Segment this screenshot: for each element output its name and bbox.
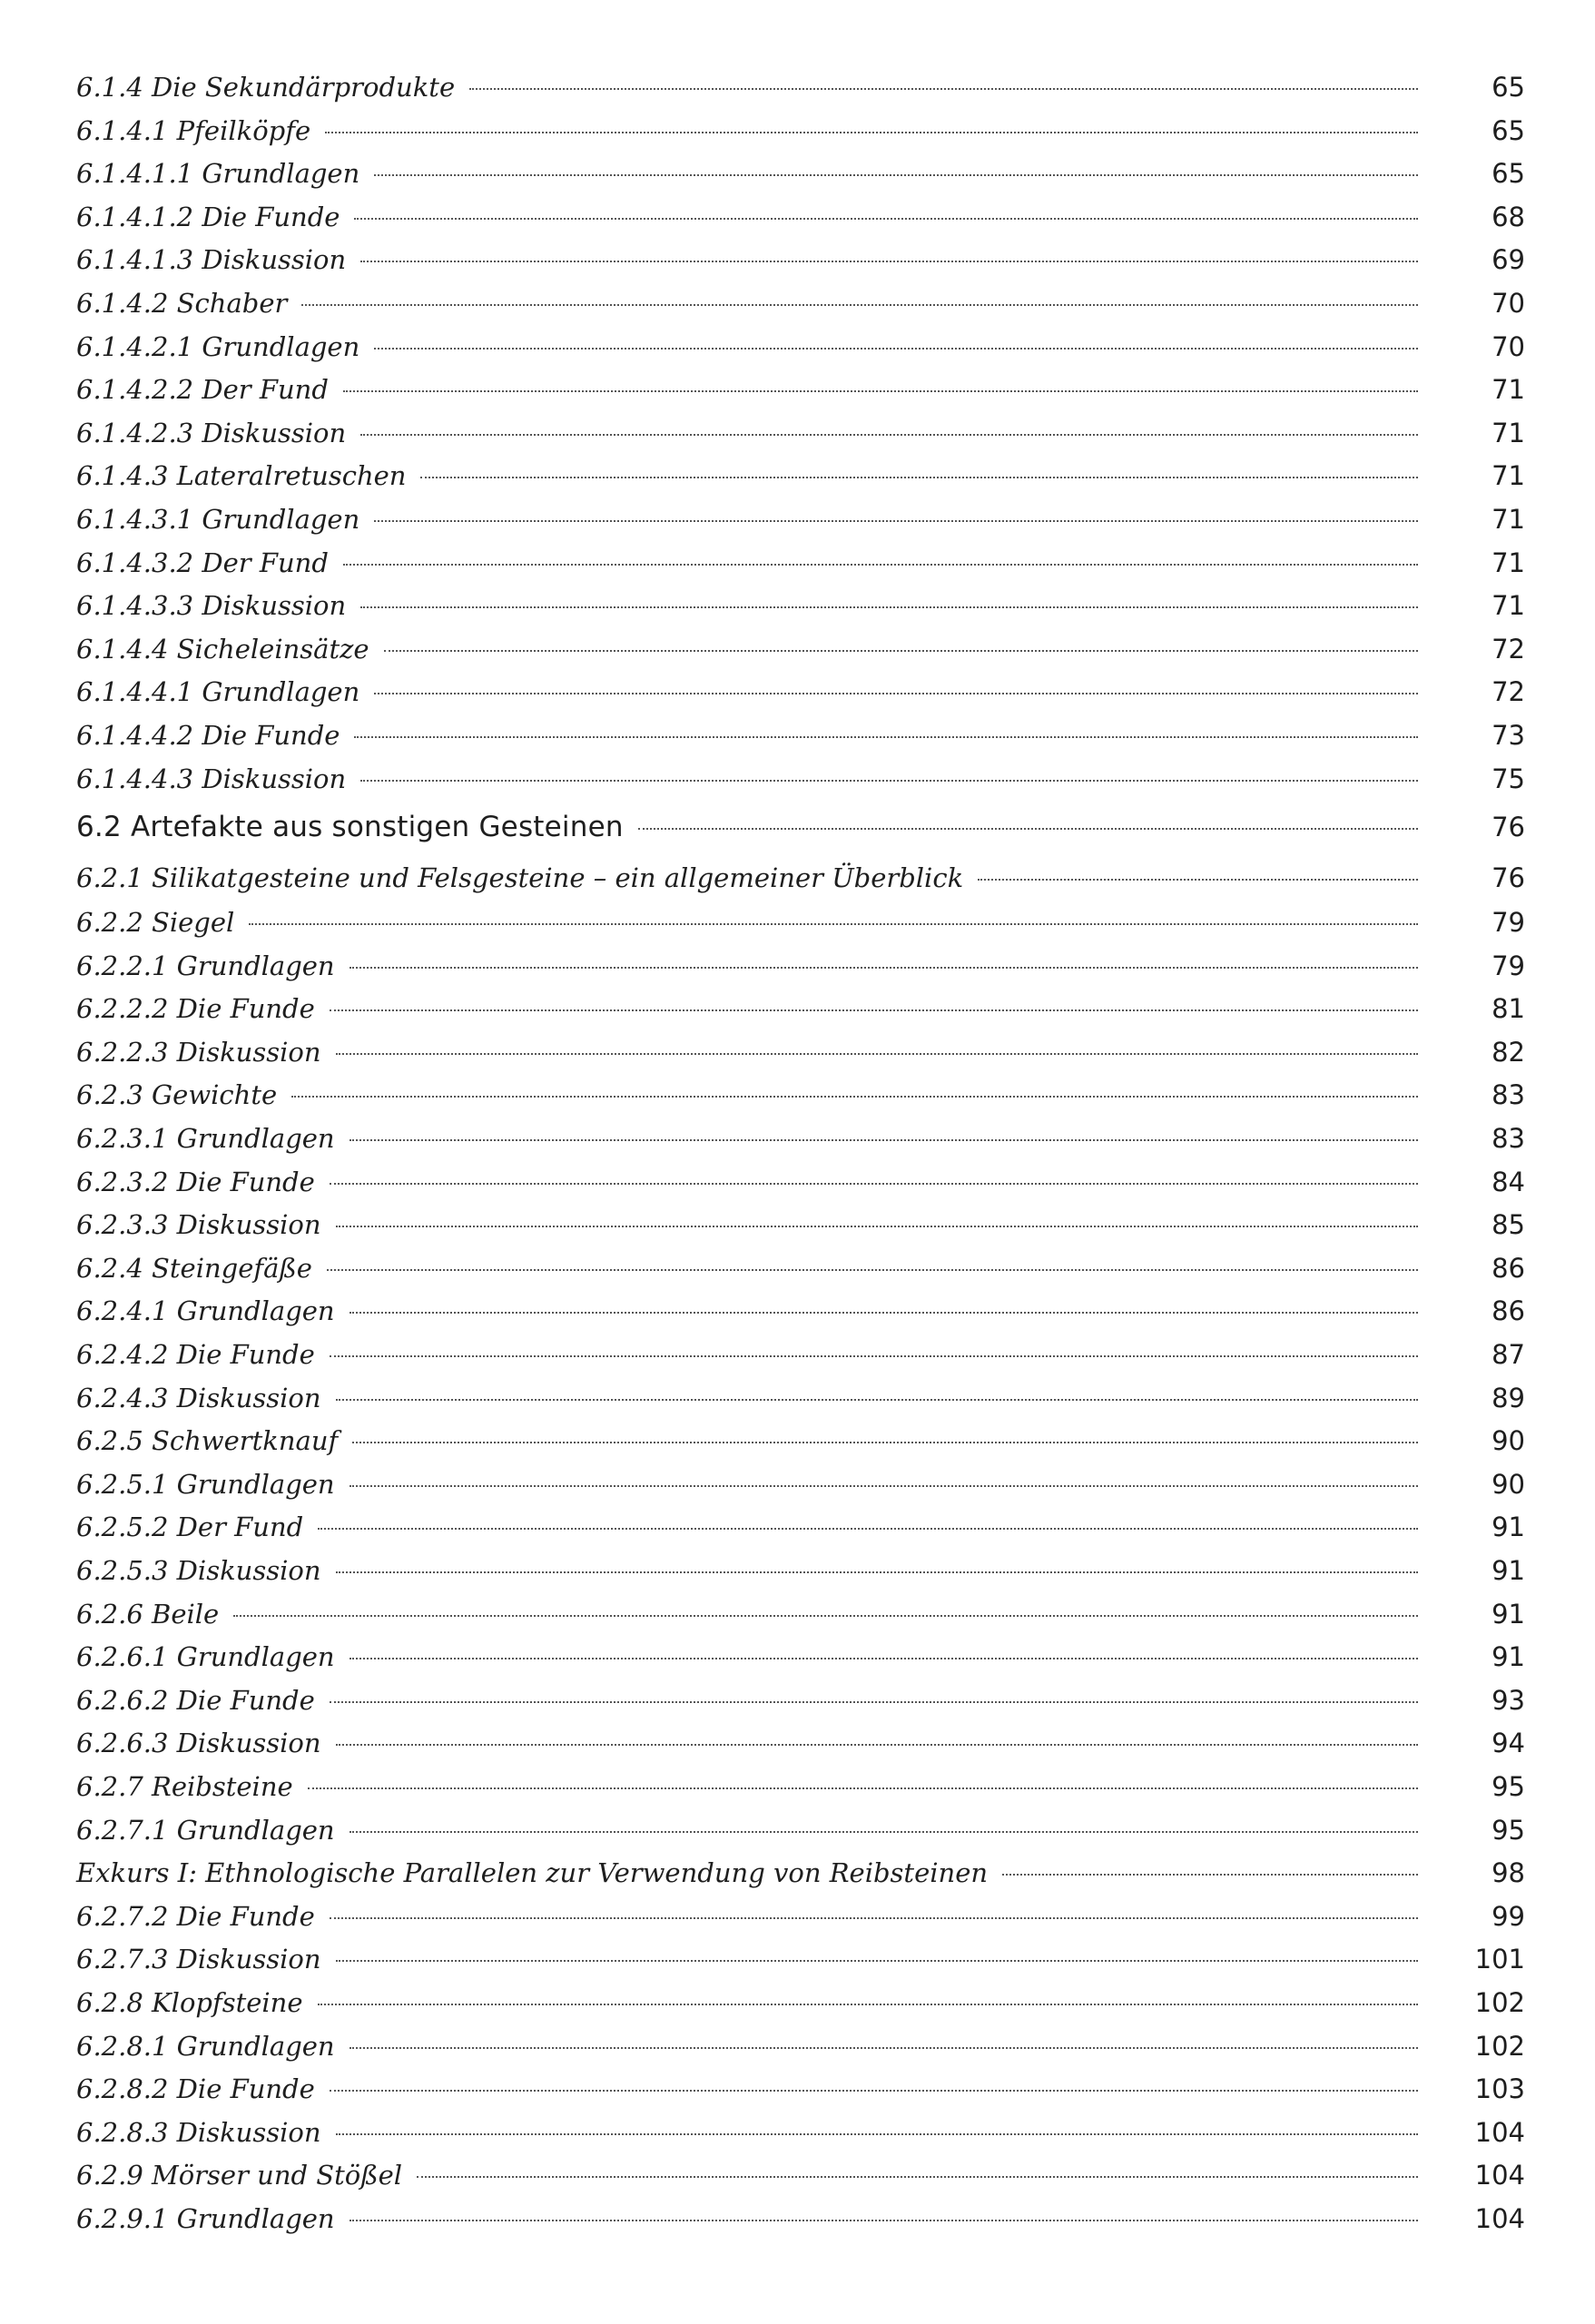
dot-leader: [330, 1009, 1418, 1011]
dot-leader: [350, 967, 1418, 969]
toc-entry-title: 6.2.6.3 Diskussion: [76, 1728, 321, 1759]
toc-entry[interactable]: [76, 901, 1525, 945]
toc-entry-title: 6.1.4.1.1 Grundlagen: [76, 158, 360, 190]
toc-entry-page-number: 79: [1492, 950, 1525, 981]
dot-leader: [374, 174, 1418, 176]
toc-entry-page-number: 68: [1492, 201, 1525, 232]
toc-entry[interactable]: [76, 1247, 1525, 1291]
toc-entry-page-number: 71: [1492, 417, 1525, 448]
toc-entry[interactable]: [76, 110, 1525, 153]
toc-entry-title: 6.1.4.4.1 Grundlagen: [76, 676, 360, 708]
dot-leader: [350, 1658, 1418, 1659]
toc-entry-title: 6.1.4.1 Pfeilköpfe: [76, 114, 311, 146]
dot-leader: [318, 1528, 1418, 1530]
toc-entry-page-number: 71: [1492, 503, 1525, 535]
toc-entry-page-number: 86: [1492, 1252, 1525, 1284]
dot-leader: [336, 1399, 1418, 1401]
toc-entry-title: 6.2.8.3 Diskussion: [76, 2116, 321, 2148]
toc-entry[interactable]: [76, 1161, 1525, 1205]
table-of-contents: [76, 66, 1525, 2241]
toc-entry-page-number: 91: [1492, 1555, 1525, 1586]
toc-entry-page-number: 90: [1492, 1425, 1525, 1457]
toc-entry[interactable]: [76, 945, 1525, 989]
toc-entry-page-number: 91: [1492, 1641, 1525, 1673]
toc-entry-page-number: 75: [1492, 763, 1525, 794]
toc-entry-page-number: 104: [1474, 2116, 1525, 2148]
toc-entry-page-number: 65: [1492, 158, 1525, 190]
toc-entry-page-number: 65: [1492, 72, 1525, 103]
toc-entry-title: 6.2.7.1 Grundlagen: [76, 1814, 335, 1846]
toc-entry-page-number: 65: [1492, 114, 1525, 146]
dot-leader: [354, 218, 1418, 220]
dot-leader: [330, 1183, 1418, 1185]
toc-entry-page-number: 69: [1492, 244, 1525, 276]
toc-entry-page-number: 94: [1492, 1728, 1525, 1759]
dot-leader: [336, 1744, 1418, 1746]
toc-entry-title: 6.1.4.3.3 Diskussion: [76, 590, 347, 622]
toc-entry[interactable]: [76, 671, 1525, 714]
toc-entry-page-number: 91: [1492, 1598, 1525, 1630]
toc-entry-title: 6.2.2.2 Die Funde: [76, 993, 315, 1025]
toc-entry[interactable]: [76, 282, 1525, 326]
toc-entry-page-number: 102: [1474, 1986, 1525, 2018]
toc-entry-page-number: 89: [1492, 1382, 1525, 1413]
dot-leader: [325, 132, 1418, 133]
toc-entry[interactable]: [76, 2198, 1525, 2241]
toc-entry-title: 6.2.9 Mörser und Stößel: [76, 2160, 403, 2191]
toc-entry-title: 6.2.4.3 Diskussion: [76, 1382, 321, 1413]
toc-entry-page-number: 76: [1492, 812, 1525, 843]
toc-entry-title: 6.2.8 Klopfsteine: [76, 1986, 303, 2018]
toc-entry[interactable]: [76, 1290, 1525, 1334]
toc-entry-page-number: 86: [1492, 1295, 1525, 1327]
toc-entry-page-number: 70: [1492, 330, 1525, 362]
dot-leader: [330, 2090, 1418, 2092]
toc-entry-page-number: 72: [1492, 676, 1525, 708]
toc-entry-page-number: 104: [1474, 2160, 1525, 2191]
dot-leader: [330, 1701, 1418, 1703]
dot-leader: [374, 693, 1418, 694]
toc-entry[interactable]: [76, 1031, 1525, 1075]
toc-entry-title: 6.1.4.2.3 Diskussion: [76, 417, 347, 448]
toc-entry-title: 6.2.3.2 Die Funde: [76, 1166, 315, 1197]
dot-leader: [1002, 1874, 1418, 1876]
toc-entry-title: 6.2.3.3 Diskussion: [76, 1209, 321, 1241]
dot-leader: [350, 1139, 1418, 1141]
dot-leader: [233, 1615, 1418, 1617]
toc-entry[interactable]: [76, 1204, 1525, 1247]
dot-leader: [469, 88, 1418, 90]
toc-entry-title: 6.2.5.3 Diskussion: [76, 1555, 321, 1586]
toc-entry-page-number: 76: [1492, 862, 1525, 894]
toc-entry-page-number: 83: [1492, 1123, 1525, 1155]
dot-leader: [374, 348, 1418, 350]
dot-leader: [978, 879, 1418, 881]
toc-entry[interactable]: [76, 455, 1525, 498]
toc-entry-page-number: 93: [1492, 1684, 1525, 1716]
toc-entry-page-number: 71: [1492, 590, 1525, 622]
toc-entry[interactable]: [76, 1896, 1525, 1939]
toc-entry[interactable]: [76, 801, 1525, 854]
toc-entry[interactable]: [76, 1377, 1525, 1421]
toc-entry-title: 6.2.5.1 Grundlagen: [76, 1468, 335, 1500]
toc-entry-title: 6.2.4.2 Die Funde: [76, 1339, 315, 1371]
toc-entry[interactable]: [76, 153, 1525, 196]
dot-leader: [360, 606, 1418, 608]
dot-leader: [327, 1269, 1418, 1271]
toc-entry[interactable]: [76, 1636, 1525, 1679]
dot-leader: [354, 736, 1418, 738]
toc-entry-page-number: 70: [1492, 287, 1525, 319]
toc-entry[interactable]: [76, 498, 1525, 542]
toc-entry-page-number: 95: [1492, 1770, 1525, 1802]
dot-leader: [350, 1485, 1418, 1487]
toc-entry-page-number: 101: [1474, 1944, 1525, 1975]
toc-entry-title: 6.2.2 Siegel: [76, 907, 235, 939]
toc-entry-page-number: 83: [1492, 1079, 1525, 1111]
toc-entry[interactable]: [76, 1463, 1525, 1507]
toc-entry-title: 6.2.3 Gewichte: [76, 1079, 278, 1111]
dot-leader: [291, 1096, 1418, 1098]
toc-entry-page-number: 71: [1492, 460, 1525, 492]
toc-entry-page-number: 85: [1492, 1209, 1525, 1241]
toc-entry[interactable]: [76, 239, 1525, 282]
dot-leader: [360, 434, 1418, 436]
dot-leader: [384, 650, 1418, 652]
toc-entry-page-number: 71: [1492, 374, 1525, 406]
toc-entry-title: 6.2.4.1 Grundlagen: [76, 1295, 335, 1327]
toc-entry-page-number: 104: [1474, 2202, 1525, 2234]
toc-entry[interactable]: [76, 66, 1525, 110]
toc-entry-title: 6.1.4.1.2 Die Funde: [76, 201, 340, 232]
toc-entry[interactable]: [76, 714, 1525, 758]
toc-entry[interactable]: [76, 1722, 1525, 1766]
dot-leader: [336, 1053, 1418, 1055]
toc-entry-page-number: 91: [1492, 1512, 1525, 1543]
toc-entry[interactable]: [76, 196, 1525, 240]
dot-leader: [360, 780, 1418, 782]
toc-entry[interactable]: [76, 1118, 1525, 1161]
toc-entry-page-number: 79: [1492, 907, 1525, 939]
toc-entry[interactable]: [76, 1593, 1525, 1637]
toc-entry-title: 6.2.9.1 Grundlagen: [76, 2202, 335, 2234]
toc-entry[interactable]: [76, 1852, 1525, 1896]
toc-entry[interactable]: [76, 1982, 1525, 2025]
dot-leader: [336, 1571, 1418, 1573]
toc-entry-title: 6.2 Artefakte aus sonstigen Gesteinen: [76, 811, 624, 844]
toc-entry-title: 6.1.4.3 Lateralretuschen: [76, 460, 407, 492]
dot-leader: [330, 1355, 1418, 1357]
toc-entry-title: 6.1.4.3.2 Der Fund: [76, 547, 329, 578]
toc-entry-title: 6.1.4.3.1 Grundlagen: [76, 503, 360, 535]
toc-entry[interactable]: [76, 542, 1525, 586]
toc-entry-title: 6.2.7 Reibsteine: [76, 1770, 293, 1802]
toc-entry-page-number: 98: [1492, 1857, 1525, 1889]
toc-entry-title: 6.2.8.2 Die Funde: [76, 2073, 315, 2105]
dot-leader: [343, 564, 1418, 566]
dot-leader: [420, 477, 1418, 478]
dot-leader: [360, 261, 1418, 262]
dot-leader: [350, 1312, 1418, 1314]
toc-entry[interactable]: [76, 1506, 1525, 1550]
dot-leader: [308, 1787, 1418, 1789]
toc-entry-page-number: 87: [1492, 1339, 1525, 1371]
toc-entry[interactable]: [76, 1679, 1525, 1723]
toc-entry[interactable]: [76, 585, 1525, 628]
toc-entry[interactable]: [76, 326, 1525, 369]
dot-leader: [301, 304, 1418, 306]
toc-entry[interactable]: [76, 1550, 1525, 1593]
toc-entry-title: 6.1.4.2 Schaber: [76, 287, 288, 319]
dot-leader: [350, 2047, 1418, 2049]
toc-entry-title: 6.2.5 Schwertknauf: [76, 1425, 339, 1457]
toc-entry-title: 6.2.2.1 Grundlagen: [76, 950, 335, 981]
dot-leader: [374, 520, 1418, 522]
toc-entry-title: Exkurs I: Ethnologische Parallelen zur Verwendung von Reibsteinen: [76, 1857, 989, 1889]
toc-entry-title: 6.2.6.1 Grundlagen: [76, 1641, 335, 1673]
toc-entry-page-number: 102: [1474, 2030, 1525, 2062]
toc-entry-page-number: 99: [1492, 1900, 1525, 1932]
toc-entry-title: 6.1.4.2.2 Der Fund: [76, 374, 329, 406]
toc-entry-title: 6.2.7.3 Diskussion: [76, 1944, 321, 1975]
toc-entry-title: 6.2.1 Silikatgesteine und Felsgesteine – ein allgemeiner Überblick: [76, 862, 964, 894]
toc-entry-title: 6.2.7.2 Die Funde: [76, 1900, 315, 1932]
dot-leader: [350, 2220, 1418, 2221]
dot-leader: [352, 1442, 1418, 1443]
toc-entry[interactable]: [76, 412, 1525, 456]
toc-entry[interactable]: [76, 1420, 1525, 1463]
toc-entry[interactable]: [76, 1938, 1525, 1982]
toc-entry-page-number: 81: [1492, 993, 1525, 1025]
toc-entry[interactable]: [76, 2068, 1525, 2112]
toc-entry[interactable]: [76, 758, 1525, 802]
toc-entry-title: 6.1.4.4 Sicheleinsätze: [76, 633, 369, 665]
toc-entry[interactable]: [76, 1766, 1525, 1809]
dot-leader: [417, 2176, 1418, 2178]
toc-entry-title: 6.2.6 Beile: [76, 1598, 220, 1630]
toc-entry-title: 6.2.2.3 Diskussion: [76, 1036, 321, 1068]
toc-entry-title: 6.1.4.2.1 Grundlagen: [76, 330, 360, 362]
toc-entry-page-number: 103: [1474, 2073, 1525, 2105]
dot-leader: [350, 1831, 1418, 1833]
toc-entry[interactable]: [76, 1334, 1525, 1377]
dot-leader: [638, 828, 1418, 830]
toc-entry-title: 6.2.8.1 Grundlagen: [76, 2030, 335, 2062]
toc-entry-page-number: 73: [1492, 719, 1525, 751]
toc-entry-title: 6.2.6.2 Die Funde: [76, 1684, 315, 1716]
toc-entry[interactable]: [76, 2025, 1525, 2069]
toc-entry-title: 6.2.5.2 Der Fund: [76, 1512, 304, 1543]
toc-entry-title: 6.1.4.4.2 Die Funde: [76, 719, 340, 751]
dot-leader: [336, 2133, 1418, 2135]
dot-leader: [336, 1226, 1418, 1227]
toc-entry-page-number: 71: [1492, 547, 1525, 578]
toc-entry[interactable]: [76, 369, 1525, 412]
toc-entry-title: 6.1.4.1.3 Diskussion: [76, 244, 347, 276]
toc-entry-page-number: 90: [1492, 1468, 1525, 1500]
toc-entry[interactable]: [76, 2154, 1525, 2198]
toc-entry[interactable]: [76, 988, 1525, 1031]
toc-entry[interactable]: [76, 854, 1525, 901]
dot-leader: [343, 390, 1418, 392]
toc-entry-title: 6.2.4 Steingefäße: [76, 1252, 312, 1284]
toc-entry-title: 6.1.4 Die Sekundärprodukte: [76, 72, 456, 103]
toc-entry[interactable]: [76, 2112, 1525, 2155]
dot-leader: [249, 923, 1418, 925]
toc-entry[interactable]: [76, 628, 1525, 672]
toc-entry[interactable]: [76, 1809, 1525, 1853]
dot-leader: [330, 1917, 1418, 1919]
toc-entry-page-number: 82: [1492, 1036, 1525, 1068]
toc-entry-page-number: 72: [1492, 633, 1525, 665]
toc-entry-title: 6.2.3.1 Grundlagen: [76, 1123, 335, 1155]
toc-entry[interactable]: [76, 1074, 1525, 1118]
toc-entry-title: 6.1.4.4.3 Diskussion: [76, 763, 347, 794]
dot-leader: [336, 1960, 1418, 1962]
dot-leader: [318, 2004, 1418, 2005]
toc-entry-page-number: 84: [1492, 1166, 1525, 1197]
toc-entry-page-number: 95: [1492, 1814, 1525, 1846]
